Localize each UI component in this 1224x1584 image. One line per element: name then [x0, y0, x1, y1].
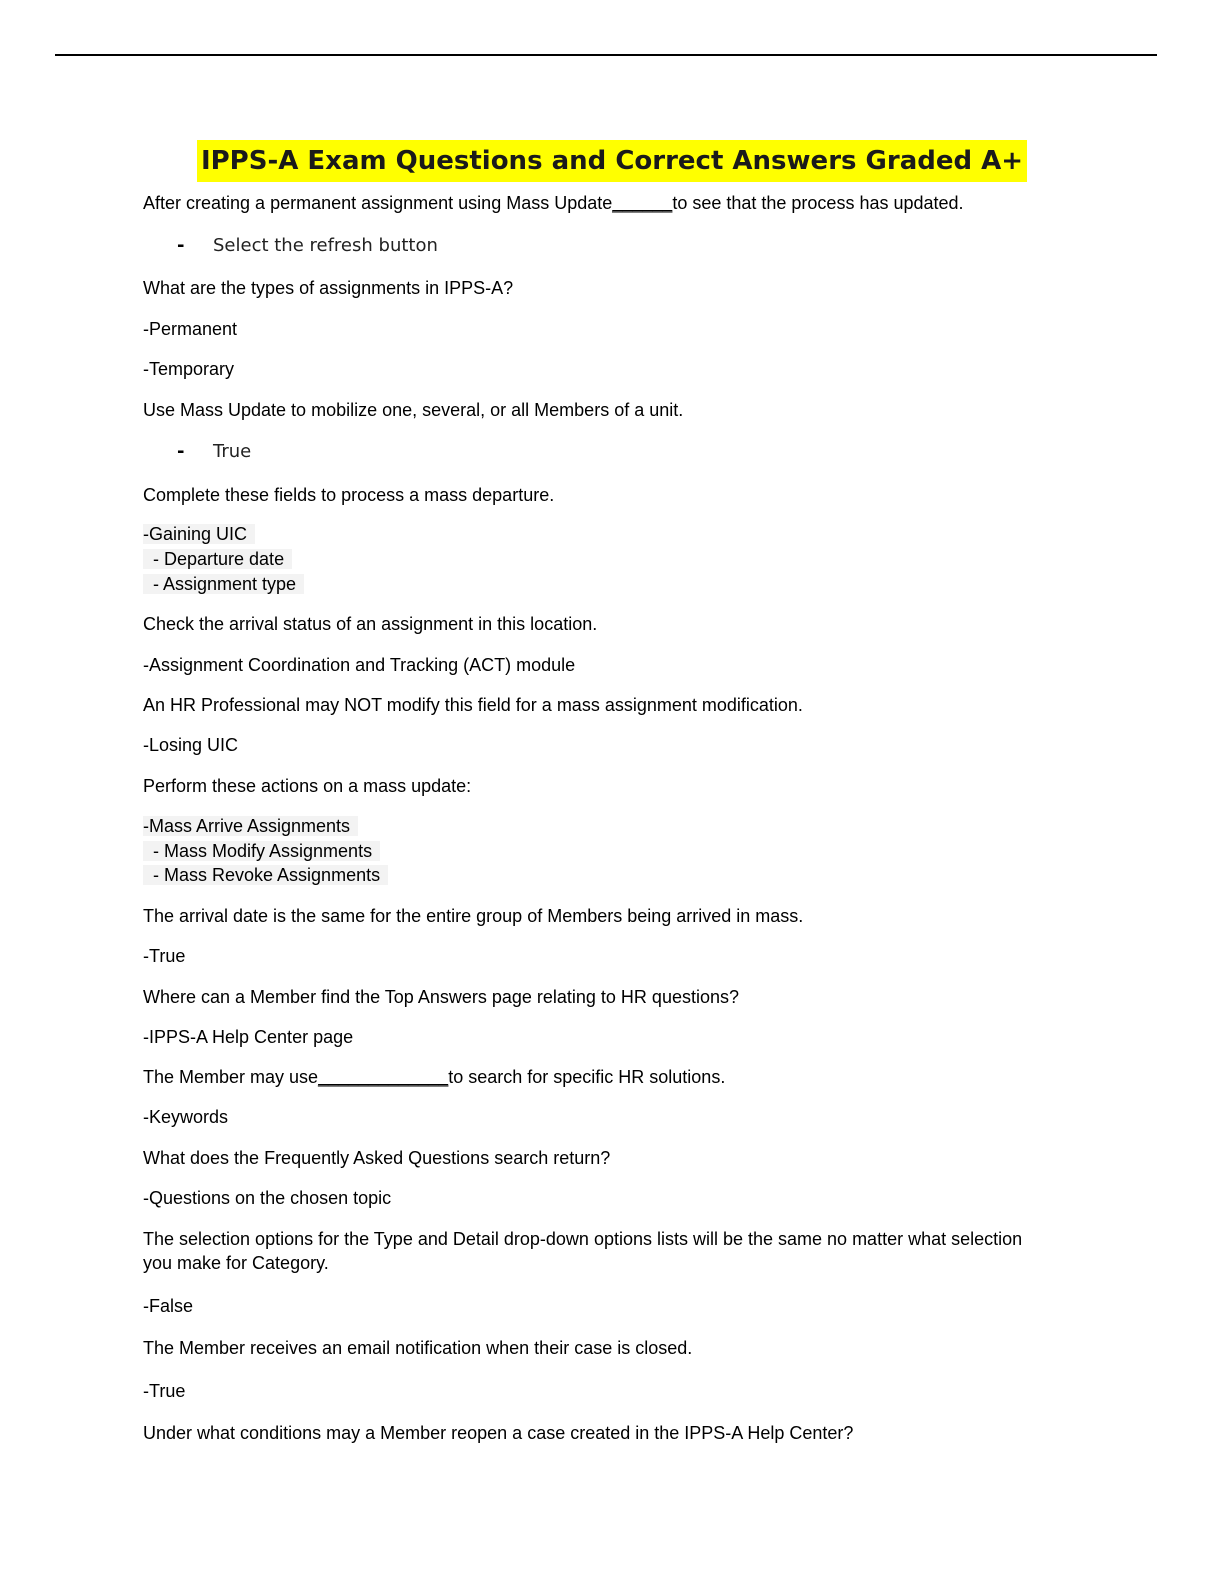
title-container: [0, 140, 1224, 182]
document-title: IPPS-A Exam Questions and Correct Answers Graded A+: [197, 140, 1027, 182]
answer-7a-text: -Mass Arrive Assignments: [143, 816, 358, 836]
answer-6: -Losing UIC: [143, 735, 239, 755]
question-1-text-before: After creating a permanent assignment using Mass Update: [143, 193, 613, 213]
answer-7b: [143, 839, 380, 863]
question-1-text-after: to see that the process has updated.: [672, 193, 964, 213]
answer-7c-text: - Mass Revoke Assignments: [143, 865, 388, 885]
answer-1: Select the refresh button: [213, 235, 438, 256]
answer-4c: [143, 572, 304, 596]
question-1-blank: ______: [612, 193, 673, 213]
question-10-text-after: to search for specific HR solutions.: [448, 1067, 726, 1087]
answer-4a-text: -Gaining UIC: [143, 524, 255, 544]
question-2: What are the types of assignments in IPPS-A?: [143, 278, 514, 298]
question-9: Where can a Member find the Top Answers page relating to HR questions?: [143, 987, 739, 1007]
question-7: Perform these actions on a mass update:: [143, 776, 472, 796]
question-11: What does the Frequently Asked Questions search return?: [143, 1148, 611, 1168]
bullet-marker: -: [177, 441, 185, 462]
answer-10: -Keywords: [143, 1107, 229, 1127]
answer-7a: [143, 814, 358, 838]
answer-7b-text: - Mass Modify Assignments: [143, 841, 380, 861]
question-10: [143, 1065, 725, 1089]
question-1: [143, 191, 964, 215]
answer-2a: -Permanent: [143, 319, 238, 339]
answer-7c: [143, 863, 388, 887]
answer-9: -IPPS-A Help Center page: [143, 1027, 354, 1047]
question-3: Use Mass Update to mobilize one, several, or all Members of a unit.: [143, 400, 684, 420]
answer-5: -Assignment Coordination and Tracking (ACT) module: [143, 655, 576, 675]
answer-12: -False: [143, 1296, 194, 1316]
answer-11: -Questions on the chosen topic: [143, 1188, 392, 1208]
header-rule: [55, 54, 1157, 56]
answer-8: -True: [143, 946, 186, 966]
answer-2b: -Temporary: [143, 359, 235, 379]
answer-4b: [143, 547, 292, 571]
question-10-text-before: The Member may use: [143, 1067, 319, 1087]
question-14: Under what conditions may a Member reopen a case created in the IPPS-A Help Center?: [143, 1423, 854, 1443]
question-13: The Member receives an email notification when their case is closed.: [143, 1338, 693, 1358]
question-10-blank: _____________: [318, 1067, 449, 1087]
answer-4c-text: - Assignment type: [143, 574, 304, 594]
answer-4a: [143, 522, 255, 546]
answer-13: -True: [143, 1381, 186, 1401]
answer-3: True: [213, 441, 252, 462]
question-5: Check the arrival status of an assignment in this location.: [143, 614, 598, 634]
question-8: The arrival date is the same for the entire group of Members being arrived in mass.: [143, 906, 804, 926]
question-4: Complete these fields to process a mass departure.: [143, 485, 555, 505]
question-6: An HR Professional may NOT modify this field for a mass assignment modification.: [143, 695, 803, 715]
question-12: The selection options for the Type and Detail drop-down options lists will be the same no matter what selection you make for Category.: [143, 1229, 1023, 1273]
answer-4b-text: - Departure date: [143, 549, 292, 569]
bullet-marker: -: [177, 235, 185, 256]
